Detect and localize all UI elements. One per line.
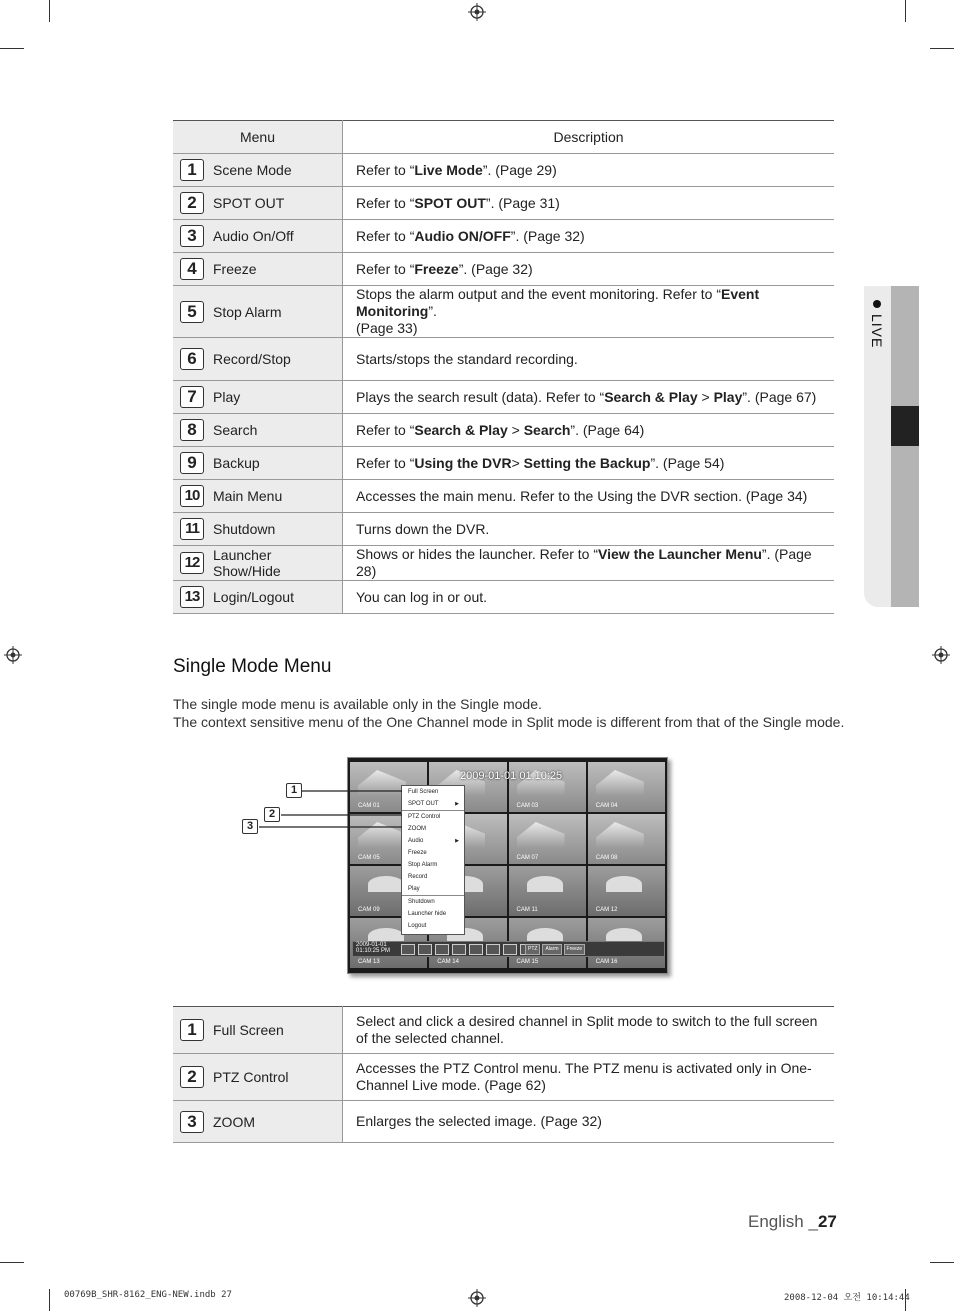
menu-name: Shutdown [211, 513, 343, 546]
row-number [173, 187, 211, 220]
split-mode-button[interactable] [401, 944, 415, 955]
camera-label: CAM 13 [358, 959, 380, 965]
menu-row [173, 447, 834, 480]
camera-tile[interactable] [588, 762, 665, 812]
split-mode-button[interactable] [418, 944, 432, 955]
row-number [173, 414, 211, 447]
row-number [173, 513, 211, 546]
section-paragraph: The single mode menu is available only in the Single mode. [173, 696, 542, 712]
number-badge: 13 [180, 586, 204, 608]
launcher-button[interactable]: Alarm [542, 944, 561, 955]
camera-label: CAM 03 [516, 803, 539, 809]
menu-row [173, 381, 834, 414]
menu-name: Search [211, 414, 343, 447]
callout-3: 3 [242, 819, 258, 834]
context-menu-item[interactable]: Freeze [408, 850, 427, 856]
number-badge: 5 [180, 301, 204, 323]
camera-label: CAM 12 [595, 907, 618, 913]
menu-row [173, 154, 834, 187]
menu-description: Refer to “SPOT OUT”. (Page 31) [343, 187, 835, 220]
menu-name: Scene Mode [211, 154, 343, 187]
number-badge: 6 [180, 348, 204, 370]
number-badge: 10 [180, 485, 204, 507]
camera-image [596, 822, 644, 848]
launcher-button[interactable]: Freeze [564, 944, 586, 955]
menu-row [173, 338, 834, 381]
single-mode-row [173, 1007, 834, 1054]
menu-name: Record/Stop [211, 338, 343, 381]
launcher-buttons [525, 944, 585, 955]
menu-name: SPOT OUT [211, 187, 343, 220]
context-menu-item[interactable]: Shutdown [402, 895, 464, 908]
description-column-header: Description [343, 121, 835, 154]
camera-tile[interactable] [509, 814, 586, 864]
context-menu [401, 785, 465, 935]
menu-description: Select and click a desired channel in Split mode to switch to the full screen of the selected channel. [343, 1007, 835, 1054]
menu-description: Accesses the PTZ Control menu. The PTZ menu is activated only in One-Channel Live mode. (Page 62) [343, 1054, 835, 1101]
context-menu-item[interactable]: Play [408, 886, 420, 892]
menu-description: Starts/stops the standard recording. [343, 338, 835, 381]
single-mode-table [173, 1006, 834, 1143]
menu-row [173, 286, 834, 338]
menu-description: You can log in or out. [343, 581, 835, 614]
menu-row [173, 513, 834, 546]
menu-name: Main Menu [211, 480, 343, 513]
launcher-datetime: 2009-01-01 01:10:25 PM [356, 942, 391, 954]
menu-description: Plays the search result (data). Refer to “Search & Play > Play”. (Page 67) [343, 381, 835, 414]
side-tab-label: LIVE [862, 300, 892, 360]
split-mode-button[interactable] [503, 944, 517, 955]
menu-name: Play [211, 381, 343, 414]
menu-row [173, 414, 834, 447]
menu-description: Enlarges the selected image. (Page 32) [343, 1101, 835, 1143]
number-badge: 11 [180, 518, 204, 540]
number-badge: 8 [180, 419, 204, 441]
camera-label: CAM 05 [358, 855, 380, 861]
camera-tile[interactable] [588, 814, 665, 864]
menu-description: Refer to “Using the DVR> Setting the Backup”. (Page 54) [343, 447, 835, 480]
camera-image [358, 770, 406, 796]
camera-label: CAM 11 [516, 907, 538, 913]
print-timestamp: 2008-12-04 오전 10:14:44 [784, 1293, 910, 1303]
camera-label: CAM 16 [595, 959, 618, 965]
row-number [173, 447, 211, 480]
camera-tile[interactable] [588, 866, 665, 916]
camera-image [517, 822, 565, 848]
menu-row [173, 220, 834, 253]
number-badge: 2 [180, 1066, 204, 1088]
number-badge: 9 [180, 452, 204, 474]
number-badge: 1 [180, 159, 204, 181]
context-menu-item[interactable]: SPOT OUT ▶ [402, 798, 464, 810]
row-number [173, 480, 211, 513]
split-mode-button[interactable] [435, 944, 449, 955]
camera-label: CAM 04 [595, 803, 618, 809]
crop-mark [0, 48, 24, 49]
page-number: English _27 [748, 1212, 837, 1231]
launcher-button[interactable]: PTZ [525, 944, 540, 955]
number-badge: 2 [180, 192, 204, 214]
print-filename: 00769B_SHR-8162_ENG-NEW.indb 27 [64, 1290, 232, 1300]
camera-label: CAM 14 [437, 959, 459, 965]
menu-name: Backup [211, 447, 343, 480]
menu-description: Refer to “Audio ON/OFF”. (Page 32) [343, 220, 835, 253]
menu-name: Stop Alarm [211, 286, 343, 338]
camera-image [606, 876, 642, 892]
menu-name: Login/Logout [211, 581, 343, 614]
context-menu-item[interactable]: Logout [408, 923, 427, 929]
camera-label: CAM 15 [516, 959, 539, 965]
menu-description: Refer to “Search & Play > Search”. (Page 64) [343, 414, 835, 447]
menu-row [173, 480, 834, 513]
camera-image [527, 876, 563, 892]
split-mode-button[interactable] [469, 944, 483, 955]
context-menu-item[interactable]: Record [408, 874, 428, 880]
callout-1: 1 [286, 783, 302, 798]
registration-mark-icon [468, 3, 486, 21]
crop-mark [0, 1262, 24, 1263]
menu-name: PTZ Control [211, 1054, 343, 1101]
split-mode-button[interactable] [486, 944, 500, 955]
single-mode-row [173, 1054, 834, 1101]
menu-name: Freeze [211, 253, 343, 286]
menu-row [173, 546, 834, 581]
callout-2: 2 [264, 807, 280, 822]
row-number [173, 154, 211, 187]
screen-timestamp: 2009-01-01 01:10:25 [460, 770, 563, 782]
registration-mark-icon [468, 1289, 486, 1307]
camera-image [596, 770, 644, 796]
row-number [173, 338, 211, 381]
menu-row [173, 253, 834, 286]
row-number [173, 381, 211, 414]
number-badge: 3 [180, 225, 204, 247]
side-tab-marker [891, 406, 919, 446]
camera-label: CAM 09 [358, 907, 380, 913]
side-tab-bar [891, 286, 919, 607]
crop-mark [49, 0, 50, 22]
bullet-icon [873, 300, 881, 308]
context-menu-item[interactable]: PTZ Control [402, 810, 464, 823]
row-number [173, 220, 211, 253]
menu-description: Accesses the main menu. Refer to the Using the DVR section. (Page 34) [343, 480, 835, 513]
number-badge: 1 [180, 1019, 204, 1041]
number-badge: 7 [180, 386, 204, 408]
registration-mark-icon [932, 646, 950, 664]
camera-label: CAM 01 [358, 803, 380, 809]
menu-row [173, 581, 834, 614]
crop-mark [930, 1262, 954, 1263]
split-mode-buttons [401, 944, 534, 955]
context-menu-item[interactable]: Launcher hide [408, 911, 447, 917]
camera-label: CAM 07 [516, 855, 539, 861]
menu-description: Turns down the DVR. [343, 513, 835, 546]
launcher-menu-table [173, 120, 834, 614]
menu-name: Full Screen [211, 1007, 343, 1054]
row-number [173, 253, 211, 286]
row-number [173, 581, 211, 614]
split-mode-button[interactable] [452, 944, 466, 955]
context-menu-item[interactable]: Audio ▶ [402, 835, 464, 847]
dvr-screenshot [347, 757, 668, 974]
row-number [173, 1007, 211, 1054]
camera-tile[interactable] [509, 866, 586, 916]
menu-description: Shows or hides the launcher. Refer to “View the Launcher Menu”. (Page 28) [343, 546, 835, 581]
menu-name: Audio On/Off [211, 220, 343, 253]
crop-mark [930, 48, 954, 49]
context-menu-item[interactable]: ZOOM [408, 826, 426, 832]
menu-description: Refer to “Live Mode”. (Page 29) [343, 154, 835, 187]
menu-row [173, 187, 834, 220]
row-number [173, 1054, 211, 1101]
camera-label: CAM 08 [595, 855, 618, 861]
menu-name: ZOOM [211, 1101, 343, 1143]
menu-description: Refer to “Freeze”. (Page 32) [343, 253, 835, 286]
context-menu-item[interactable]: Stop Alarm [408, 862, 438, 868]
row-number [173, 546, 211, 581]
crop-mark [905, 0, 906, 22]
crop-mark [49, 1289, 50, 1311]
camera-image [368, 876, 404, 892]
section-title: Single Mode Menu [173, 656, 332, 677]
number-badge: 3 [180, 1111, 204, 1133]
menu-column-header: Menu [173, 121, 343, 154]
row-number [173, 286, 211, 338]
menu-description: Stops the alarm output and the event monitoring. Refer to “Event Monitoring”. (Page 33) [343, 286, 835, 338]
camera-image [358, 822, 406, 848]
number-badge: 12 [180, 552, 204, 574]
section-paragraph: The context sensitive menu of the One Channel mode in Split mode is different from that of the Single mode. [173, 714, 845, 730]
camera-grid [350, 762, 665, 968]
row-number [173, 1101, 211, 1143]
number-badge: 4 [180, 258, 204, 280]
single-mode-row [173, 1101, 834, 1143]
launcher-bar [352, 941, 665, 957]
context-menu-item[interactable]: Full Screen [408, 789, 439, 795]
menu-name: Launcher Show/Hide [211, 546, 343, 581]
registration-mark-icon [4, 646, 22, 664]
